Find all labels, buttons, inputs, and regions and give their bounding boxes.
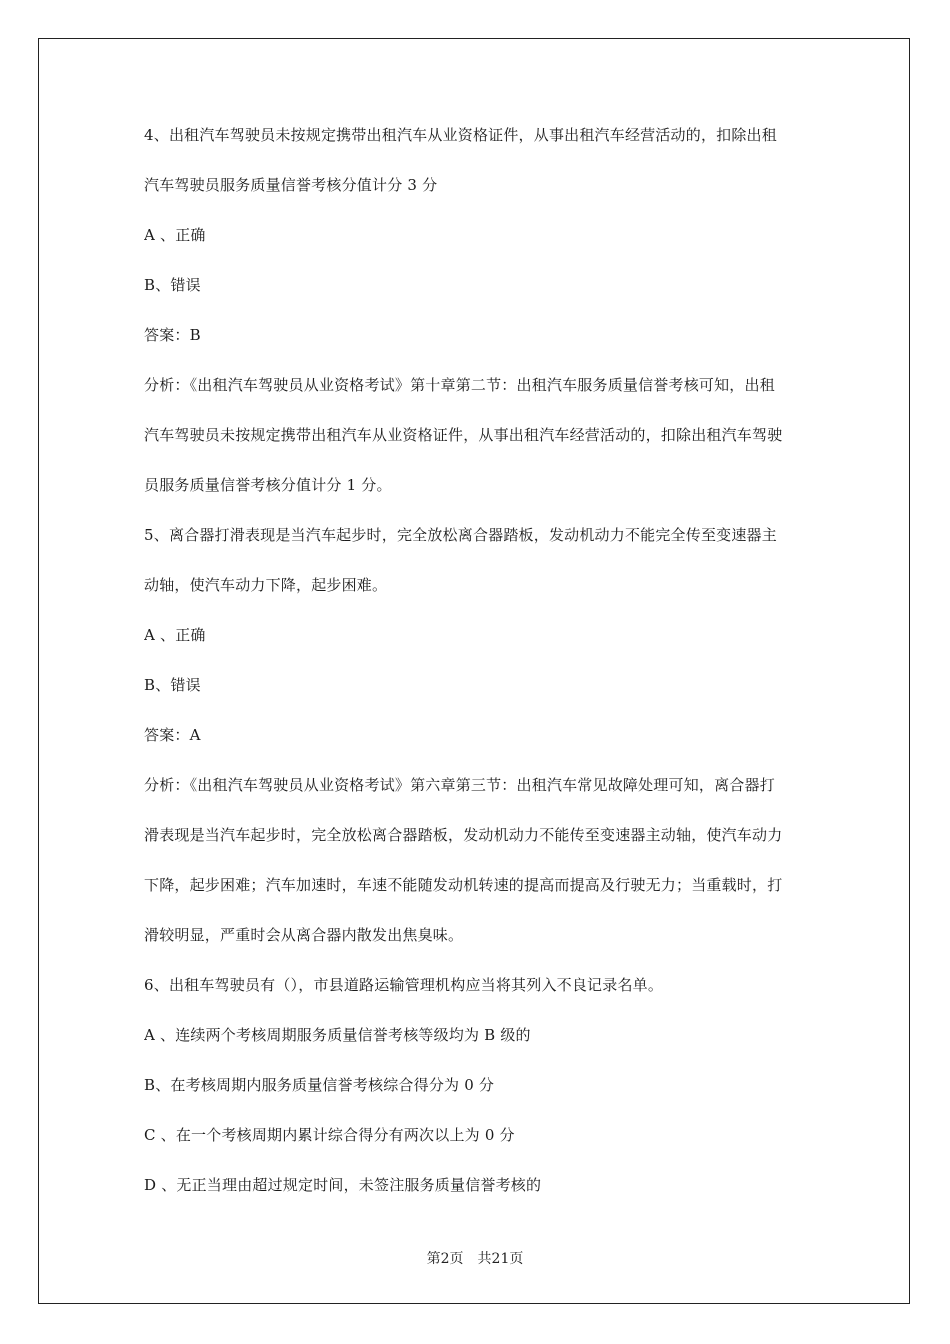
q5-answer: 答案：A [144, 726, 201, 744]
q4-analysis-line-1: 分析：《出租汽车驾驶员从业资格考试》第十章第二节：出租汽车服务质量信誉考核可知，出租 [144, 376, 775, 394]
q5-analysis-line-4: 滑较明显，严重时会从离合器内散发出焦臭味。 [144, 926, 464, 944]
document-body [144, 110, 824, 1210]
q5-analysis-line-1: 分析：《出租汽车驾驶员从业资格考试》第六章第三节：出租汽车常见故障处理可知，离合器打 [144, 776, 775, 794]
page-number: 第2页 共21页 [426, 1251, 524, 1267]
q4-option-a: A 、正确 [144, 226, 206, 244]
q4-analysis-line-2: 汽车驾驶员未按规定携带出租汽车从业资格证件，从事出租汽车经营活动的，扣除出租汽车驾驶 [144, 426, 783, 444]
q6-option-d: D 、无正当理由超过规定时间，未签注服务质量信誉考核的 [144, 1176, 542, 1194]
q5-stem-line-1: 5、离合器打滑表现是当汽车起步时，完全放松离合器踏板，发动机动力不能完全传至变速器主 [144, 526, 777, 544]
q5-option-a: A 、正确 [144, 626, 206, 644]
q5-analysis-line-3: 下降，起步困难；汽车加速时，车速不能随发动机转速的提高而提高及行驶无力；当重载时，打 [144, 876, 783, 894]
q5-stem-line-2: 动轴，使汽车动力下降，起步困难。 [144, 576, 388, 594]
q4-stem-line-1: 4、出租汽车驾驶员未按规定携带出租汽车从业资格证件，从事出租汽车经营活动的，扣除出租 [144, 126, 777, 144]
q5-analysis-line-2: 滑表现是当汽车起步时，完全放松离合器踏板，发动机动力不能传至变速器主动轴，使汽车动力 [144, 826, 783, 844]
q4-answer: 答案：B [144, 326, 201, 344]
q4-stem-line-2: 汽车驾驶员服务质量信誉考核分值计分 3 分 [144, 176, 438, 194]
q6-option-b: B、在考核周期内服务质量信誉考核综合得分为 0 分 [144, 1076, 495, 1094]
q6-stem: 6、出租车驾驶员有（），市县道路运输管理机构应当将其列入不良记录名单。 [144, 976, 664, 994]
q4-analysis-line-3: 员服务质量信誉考核分值计分 1 分。 [144, 476, 392, 494]
q5-option-b: B、错误 [144, 676, 201, 694]
q6-option-a: A 、连续两个考核周期服务质量信誉考核等级均为 B 级的 [144, 1026, 531, 1044]
q6-option-c: C 、在一个考核周期内累计综合得分有两次以上为 0 分 [144, 1126, 515, 1144]
q4-option-b: B、错误 [144, 276, 201, 294]
